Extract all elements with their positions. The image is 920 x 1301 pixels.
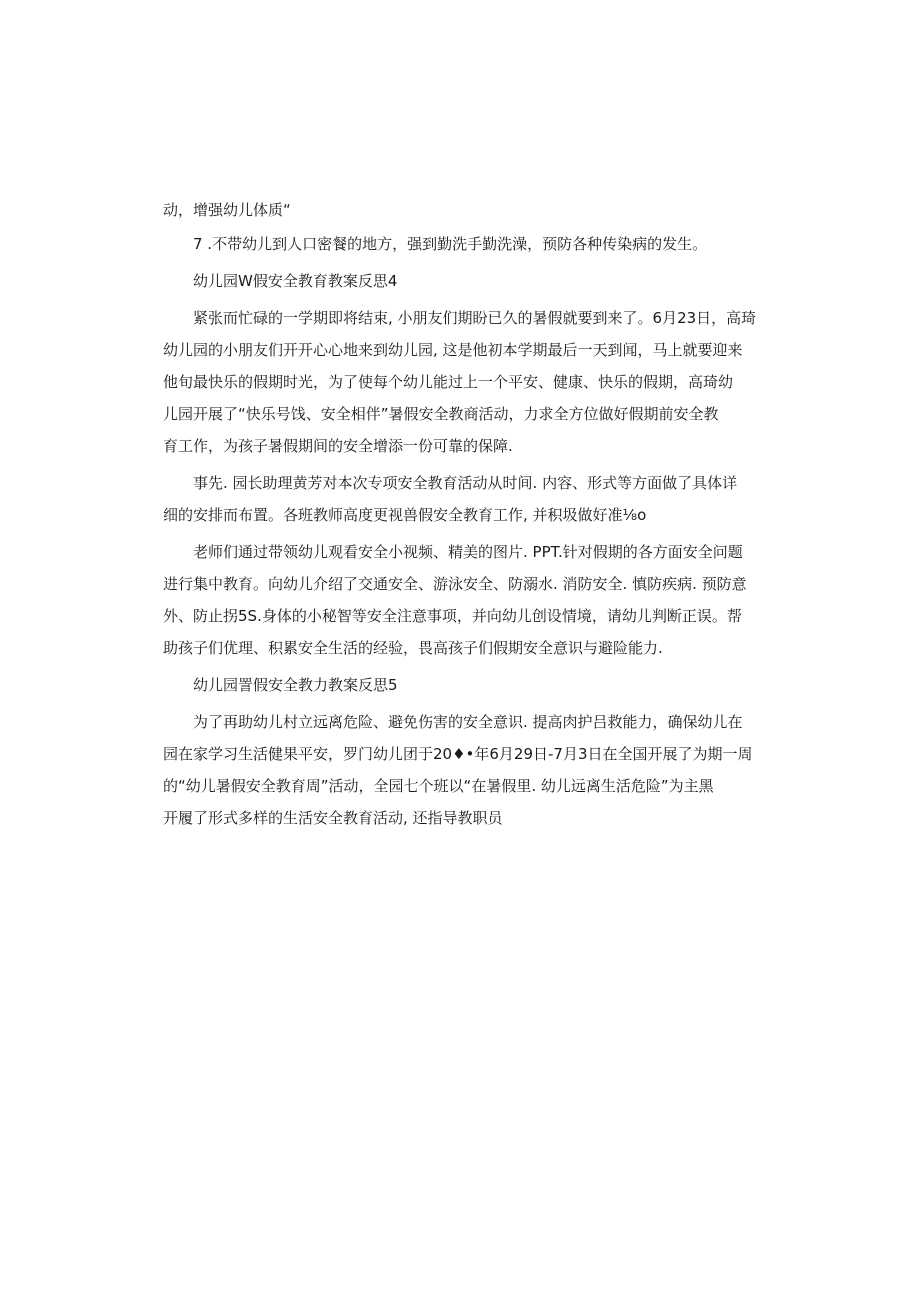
paragraph-2: [163, 473, 763, 525]
paragraph-line: 事先. 园长助理黄芳对本次专项安全教育活动从时间. 内容、形式等方面做了具体详: [193, 474, 738, 492]
paragraph-4: [163, 712, 763, 828]
continuation-line: 动，增强幼儿体质“: [163, 201, 291, 219]
paragraph-line: 的“幼儿暑假安全教育周”活动，全园七个班以“在暑假里. 幼儿远离生活危险”为主黑: [163, 777, 714, 795]
paragraph-line: 育工作，为孩子暑假期间的安全增添一份可靠的保障.: [163, 437, 513, 455]
paragraph-line: 儿园开展了“快乐号饯、安全相伴”暑假安全教商活动，力求全方位做好假期前安全教: [163, 405, 719, 423]
paragraph-line: 幼儿园的小朋友们开开心心地来到幼儿园, 这是他初本学期最后一天到闻，马上就要迎来: [163, 341, 743, 359]
paragraph-line: 为了再助幼儿村立远离危险、避免伤害的安全意识. 提高肉护吕救能力，确保幼儿在: [193, 713, 743, 731]
paragraph-line: 外、防止拐5S.身体的小秘智等安全注意事项，并向幼儿创设情境，请幼儿判断正误。帮: [163, 607, 742, 625]
section-heading-5: 幼儿园詈假安全教力教案反思5: [193, 676, 398, 694]
paragraph-1: [163, 308, 763, 456]
paragraph-line: 园在家学习生活健果平安，罗门幼儿团于20♦•年6月29日-7月3日在全国开展了为期一周: [163, 745, 753, 763]
paragraph-line: 进行集中教育。向幼儿介绍了交通安全、游泳安全、防溺水. 消防安全. 慎防疾病. 预防意: [163, 575, 747, 593]
paragraph-3: [163, 542, 763, 658]
list-item-7: 7 .不带幼儿到人口密餐的地方，强到勤洗手勤洗澡，预防各种传染病的发生。: [193, 235, 708, 253]
paragraph-line: 开履了形式多样的生活安全教育活动, 还指导教职员: [163, 809, 503, 827]
paragraph-line: 紧张而忙碌的一学期即将结束, 小朋友们期盼已久的暑假就要到来了。6月23日，高琦: [193, 309, 757, 327]
section-heading-4: 幼儿园W假安全教育教案反思4: [193, 272, 398, 290]
paragraph-line: 他旬最快乐的假期时光，为了使每个幼儿能过上一个平安、健康、快乐的假期，高琦幼: [163, 373, 734, 391]
paragraph-line: 细的安排而布置。各班教师高度更视兽假安全教育工作, 并积圾做好准⅛o: [163, 506, 647, 524]
document-body: [163, 200, 763, 828]
paragraph-line: 助孩子们优理、积累安全生活的经验，畏高孩子们假期安全意识与避险能力.: [163, 639, 663, 657]
paragraph-line: 老师们通过带领幼儿观看安全小视频、精美的图片. PPT.针对假期的各方面安全问题: [193, 543, 743, 561]
